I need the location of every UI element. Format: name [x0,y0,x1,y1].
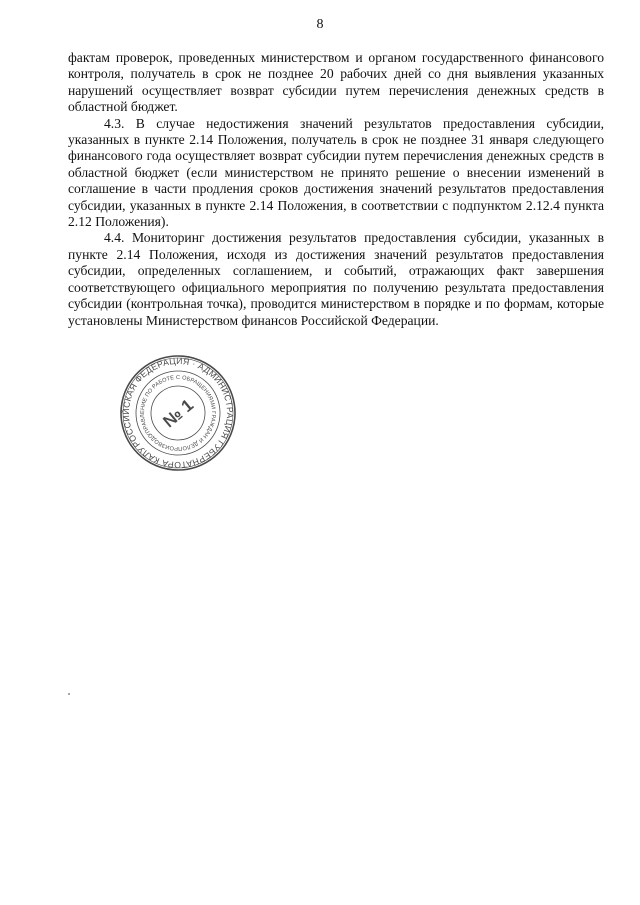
paragraph-clause-4-4: 4.4. Мониторинг достижения результатов предоставления субсидии, указанных в пункте 2.14 Положения, исходя из достижения значений результатов предоставления субсидии, определенных соглашением, и событий, отражающих факт завершения соответствующего официального мероприятия по получению результата предоставления субсидии (контрольная точка), проводится министерством в порядке и по формам, которые установлены Министерством финансов Российской Федерации. [68,230,604,328]
seal-graphic [118,353,238,473]
seal-inner-text: УПРАВЛЕНИЕ ПО РАБОТЕ С ОБРАЩЕНИЯМИ ГРАЖДАН И ДЕЛОПРОИЗВОДСТВУ [139,374,217,452]
scan-speck [68,693,70,695]
page-number: 8 [316,17,324,32]
seal-outer-text: РОССИЙСКАЯ ФЕДЕРАЦИЯ · АДМИНИСТРАЦИЯ ГУБЕРНАТОРА КАЛУЖСКОЙ [120,355,236,471]
official-seal [118,353,238,473]
seal-center-number: № 1 [159,395,198,432]
document-body [68,50,604,329]
paragraph-clause-4-3: 4.3. В случае недостижения значений результатов предоставления субсидии, указанных в пункте 2.14 Положения, получатель в срок не позднее 31 января следующего финансового года осуществляет возврат субсидии путем перечисления денежных средств в областной бюджет (если министерством не принято решение о внесении изменений в соглашение в части продления сроков достижения значений результатов предоставления субсидии, указанных в пункте 2.14 Положения, в соответствии с подпунктом 2.12.4 пункта 2.12 Положения). [68,115,604,230]
paragraph-continuation: фактам проверок, проведенных министерством и органом государственного финансового контроля, получатель в срок не позднее 20 рабочих дней со дня выявления указанных нарушений осуществляет возврат субсидии путем перечисления денежных средств в областной бюджет. [68,50,604,115]
